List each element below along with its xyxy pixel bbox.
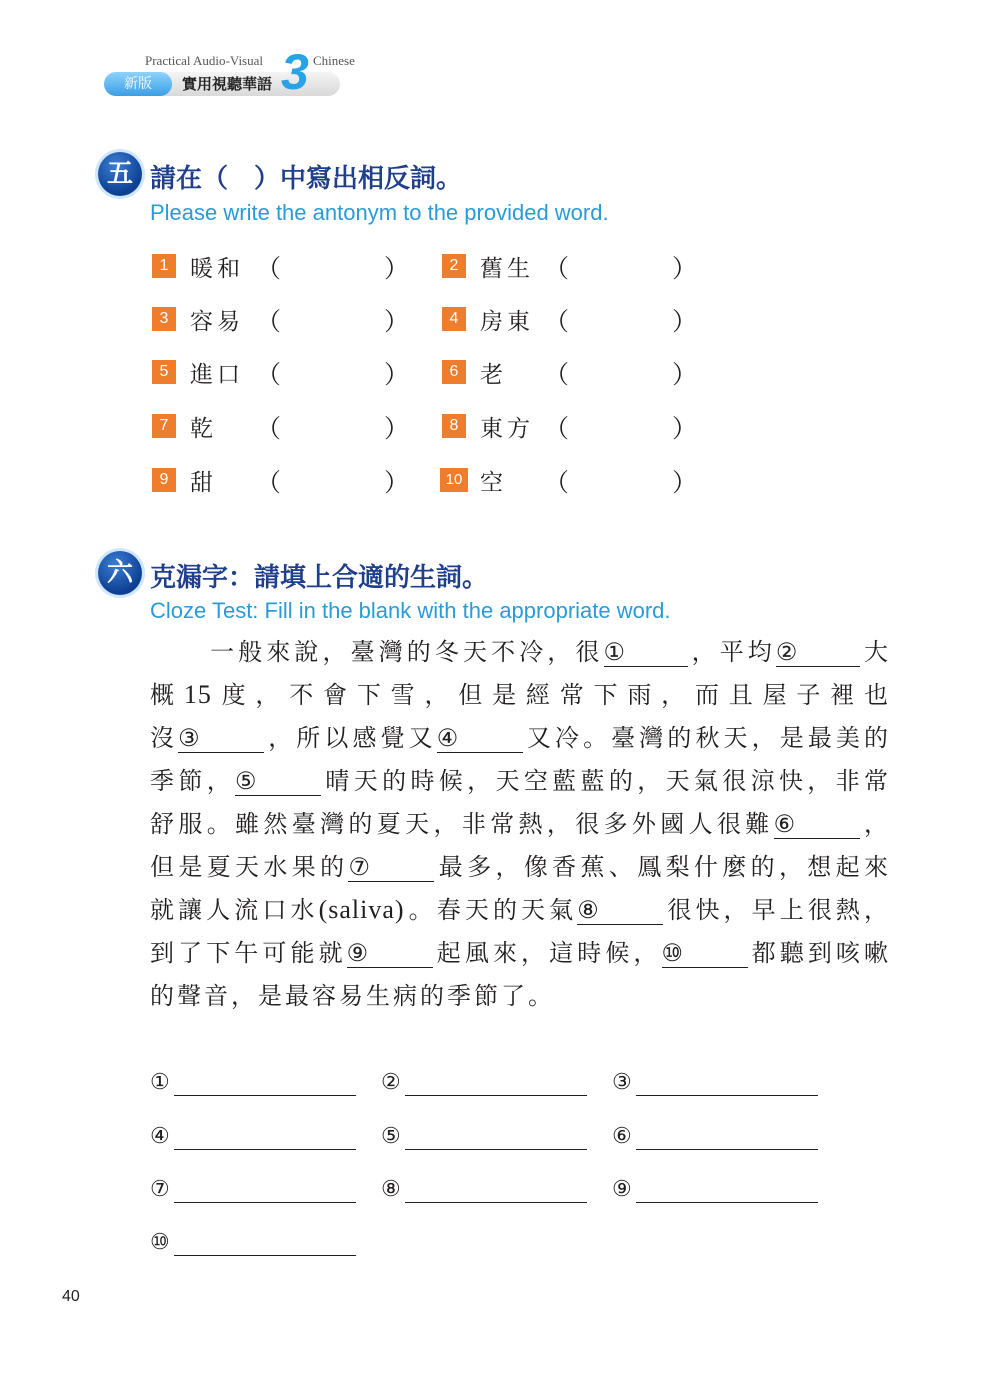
answer-line[interactable]: [381, 1175, 591, 1205]
answer-marker: ③: [612, 1070, 632, 1095]
blank-3: ③: [178, 724, 264, 753]
blank-6: ⑥: [774, 810, 860, 839]
answer-marker: ⑧: [381, 1177, 401, 1202]
section-5-title: 請在（ ）中寫出相反詞。: [150, 164, 463, 194]
answer-paren-close: ）: [672, 468, 698, 497]
answer-underline: [405, 1202, 587, 1203]
answer-paren-open: （: [544, 360, 570, 389]
passage-line: 舒服。雖然臺灣的夏天，非常熱，很多外國人很難⑥ ，: [150, 810, 889, 838]
answer-underline: [636, 1149, 818, 1150]
page-number: 40: [62, 1288, 80, 1305]
answer-marker: ⑤: [381, 1124, 401, 1149]
item-word: 老: [480, 362, 507, 388]
answer-underline: [174, 1202, 356, 1203]
answer-paren-open: （: [256, 254, 282, 283]
passage-line: 概15度，不會下雪，但是經常下雨，而且屋子裡也: [150, 680, 889, 709]
answer-line[interactable]: [381, 1068, 591, 1098]
answer-marker: ①: [150, 1070, 170, 1095]
answer-paren-close: ）: [672, 307, 698, 336]
section-6-title: 克漏字：請填上合適的生詞。: [150, 563, 489, 593]
answer-line[interactable]: [381, 1122, 591, 1152]
section-5-subtitle: Please write the antonym to the provided word.: [150, 200, 609, 225]
blank-2: ②: [776, 638, 860, 667]
answer-underline: [636, 1202, 818, 1203]
item-number: 9: [152, 468, 176, 492]
item-number: 2: [442, 254, 466, 278]
header-english-right: Chinese: [313, 53, 355, 68]
item-number: 4: [442, 307, 466, 331]
answer-line[interactable]: [612, 1175, 822, 1205]
answer-underline: [174, 1149, 356, 1150]
item-word: 空: [480, 470, 507, 496]
answer-line[interactable]: [612, 1068, 822, 1098]
passage-line: 但是夏天水果的⑦ 最多，像香蕉、鳳梨什麼的，想起來: [150, 853, 889, 881]
blank-9: ⑨: [347, 939, 433, 968]
answer-paren-open: （: [256, 414, 282, 443]
item-number: 10: [440, 468, 468, 492]
volume-number: 3: [281, 44, 309, 100]
answer-paren-close: ）: [384, 254, 410, 283]
section-5-badge: 五: [98, 152, 142, 196]
item-number: 6: [442, 360, 466, 384]
answer-paren-open: （: [544, 254, 570, 283]
blank-1: ①: [604, 638, 688, 667]
item-word: 進口: [190, 362, 244, 388]
passage-line: 到了下午可能就⑨ 起風來，這時候，⑩ 都聽到咳嗽: [150, 939, 889, 967]
item-word: 容易: [190, 309, 244, 335]
answer-marker: ⑨: [612, 1177, 632, 1202]
item-number: 5: [152, 360, 176, 384]
answer-paren-close: ）: [384, 307, 410, 336]
item-word: 東方: [480, 416, 534, 442]
item-number: 8: [442, 414, 466, 438]
answer-underline: [405, 1149, 587, 1150]
answer-paren-close: ）: [384, 360, 410, 389]
item-number: 1: [152, 254, 176, 278]
section-6-subtitle: Cloze Test: Fill in the blank with the appropriate word.: [150, 598, 671, 623]
answer-paren-close: ）: [672, 254, 698, 283]
item-word: 舊生: [480, 256, 534, 282]
answer-marker: ⑥: [612, 1124, 632, 1149]
answer-paren-close: ）: [384, 468, 410, 497]
blank-7: ⑦: [348, 853, 434, 882]
answer-paren-open: （: [256, 468, 282, 497]
answer-marker: ⑩: [150, 1230, 170, 1255]
answer-marker: ⑦: [150, 1177, 170, 1202]
item-word: 乾: [190, 416, 217, 442]
answer-line[interactable]: [150, 1068, 360, 1098]
blank-8: ⑧: [577, 896, 663, 925]
passage-line: 的聲音，是最容易生病的季節了。: [150, 982, 555, 1010]
blank-10: ⑩: [662, 939, 748, 968]
answer-paren-open: （: [256, 360, 282, 389]
item-word: 甜: [190, 470, 217, 496]
answer-line[interactable]: [150, 1228, 360, 1258]
answer-paren-open: （: [544, 414, 570, 443]
blank-5: ⑤: [235, 767, 321, 796]
header-english-left: Practical Audio-Visual: [145, 53, 263, 68]
answer-underline: [636, 1095, 818, 1096]
book-title: 實用視聽華語: [182, 75, 273, 93]
answer-line[interactable]: [150, 1175, 360, 1205]
item-word: 房東: [480, 309, 534, 335]
item-number: 7: [152, 414, 176, 438]
answer-paren-close: ）: [384, 414, 410, 443]
item-number: 3: [152, 307, 176, 331]
answer-line[interactable]: [612, 1122, 822, 1152]
answer-underline: [174, 1095, 356, 1096]
passage-line: 季節，⑤ 晴天的時候，天空藍藍的，天氣很涼快，非常: [150, 767, 889, 795]
answer-paren-open: （: [544, 468, 570, 497]
passage-line: 就讓人流口水(saliva)。春天的天氣⑧ 很快，早上很熱，: [150, 895, 889, 924]
passage-line: 沒③ ，所以感覺又④ 又冷。臺灣的秋天，是最美的: [150, 724, 889, 752]
answer-paren-close: ）: [672, 360, 698, 389]
answer-marker: ④: [150, 1124, 170, 1149]
item-word: 暖和: [190, 256, 244, 282]
answer-underline: [174, 1255, 356, 1256]
passage-line: 一般來說，臺灣的冬天不冷，很① ，平均② 大: [206, 638, 889, 666]
answer-paren-open: （: [256, 307, 282, 336]
answer-line[interactable]: [150, 1122, 360, 1152]
answer-paren-close: ）: [672, 414, 698, 443]
section-6-badge: 六: [98, 551, 142, 595]
answer-underline: [405, 1095, 587, 1096]
blank-4: ④: [437, 724, 523, 753]
edition-badge: 新版: [104, 72, 172, 96]
answer-marker: ②: [381, 1070, 401, 1095]
answer-paren-open: （: [544, 307, 570, 336]
